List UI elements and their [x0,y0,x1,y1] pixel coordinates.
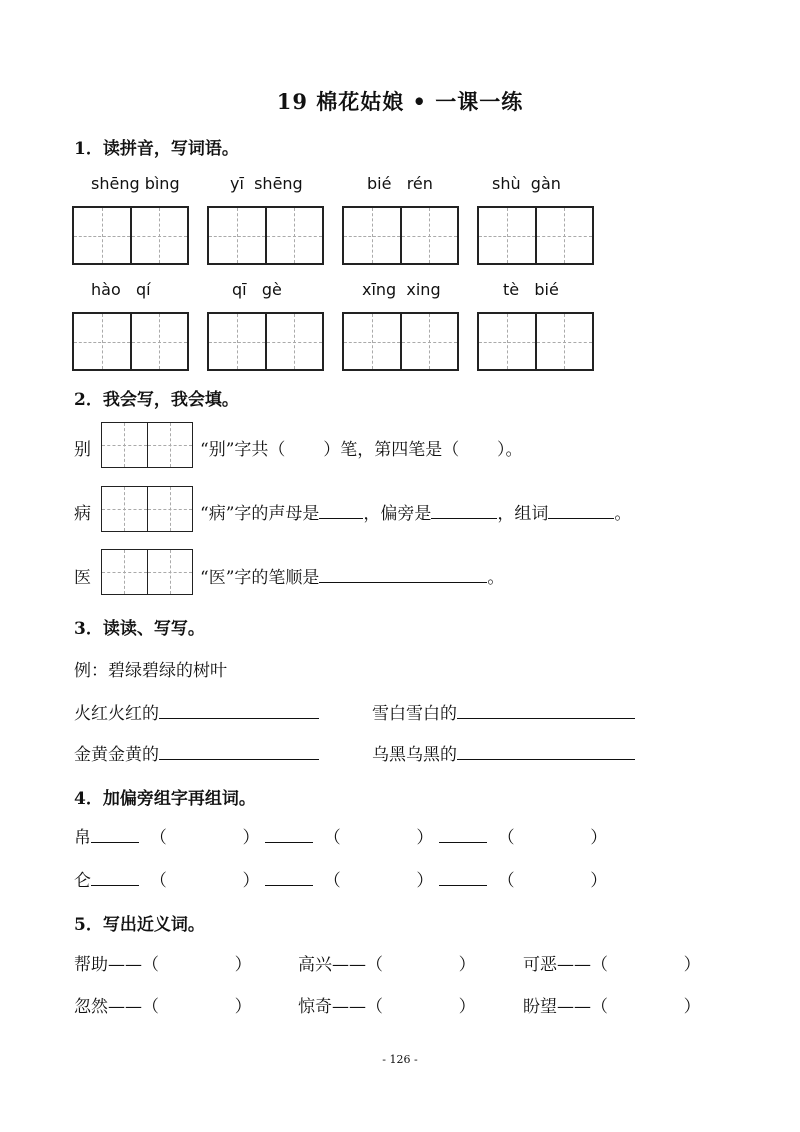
answer-blank[interactable] [91,871,139,886]
section-2-heading: 2．我会写，我会填。 [74,390,239,410]
item-4: 乌黑乌黑的 [372,740,635,765]
writing-grid[interactable] [477,312,594,371]
item-2: 雪白雪白的 [372,699,635,724]
pinyin-4: shù gàn [492,174,561,193]
question-yi: “医”字的笔顺是 。 [200,568,505,588]
synonym-item: 忽然——（ ） [74,997,252,1017]
synonym-item: 帮助——（ ） [74,955,252,975]
row-lun: 仑 （ ） （ ） （ ） [74,871,608,891]
writing-grid[interactable] [342,312,459,371]
writing-grid[interactable] [342,206,459,265]
answer-blank[interactable] [265,828,313,843]
question-bing: “病”字的声母是 ，偏旁是 ，组词 。 [200,504,632,524]
pinyin-5: hào qí [91,280,151,299]
answer-blank[interactable] [439,828,487,843]
synonym-item: 高兴——（ ） [298,955,476,975]
page-title: 19 棉花姑娘 • 一课一练 [276,89,524,114]
synonym-item: 惊奇——（ ） [298,997,476,1017]
char-bie: 别 [74,440,91,460]
answer-blank[interactable] [265,871,313,886]
char-bing: 病 [74,504,91,524]
answer-blank[interactable] [319,568,487,583]
writing-grid[interactable] [207,206,324,265]
answer-blank[interactable] [439,871,487,886]
section-1-heading: 1．读拼音，写词语。 [74,139,239,159]
pinyin-7: xīng xing [362,280,441,299]
writing-grid[interactable] [101,549,193,595]
writing-grid[interactable] [72,206,189,265]
writing-grid[interactable] [207,312,324,371]
item-3: 金黄金黄的 [74,740,319,765]
row-bo: 帛 （ ） （ ） （ ） [74,828,608,848]
answer-blank[interactable] [91,828,139,843]
item-1: 火红火红的 [74,699,319,724]
pinyin-8: tè bié [503,280,559,299]
writing-grid[interactable] [101,486,193,532]
answer-blank[interactable] [431,504,497,519]
pinyin-1: shēng bìng [91,174,180,193]
section-4-heading: 4．加偏旁组字再组词。 [74,789,256,809]
pinyin-2: yī shēng [230,174,303,193]
writing-grid[interactable] [72,312,189,371]
answer-blank[interactable] [548,504,614,519]
example-text: 例：碧绿碧绿的树叶 [74,661,227,681]
answer-blank[interactable] [319,504,363,519]
answer-blank[interactable] [457,745,635,760]
question-bie: “别”字共（ ）笔，第四笔是（ ）。 [200,440,523,460]
answer-blank[interactable] [159,704,319,719]
answer-blank[interactable] [457,704,635,719]
section-3-heading: 3．读读、写写。 [74,619,205,639]
synonym-item: 可恶——（ ） [523,955,701,975]
pinyin-6: qī gè [232,280,282,299]
writing-grid[interactable] [101,422,193,468]
answer-blank[interactable] [159,745,319,760]
page-number: - 126 - [382,1053,418,1066]
writing-grid[interactable] [477,206,594,265]
section-5-heading: 5．写出近义词。 [74,915,205,935]
synonym-item: 盼望——（ ） [523,997,701,1017]
char-yi: 医 [74,568,91,588]
pinyin-3: bié rén [367,174,433,193]
